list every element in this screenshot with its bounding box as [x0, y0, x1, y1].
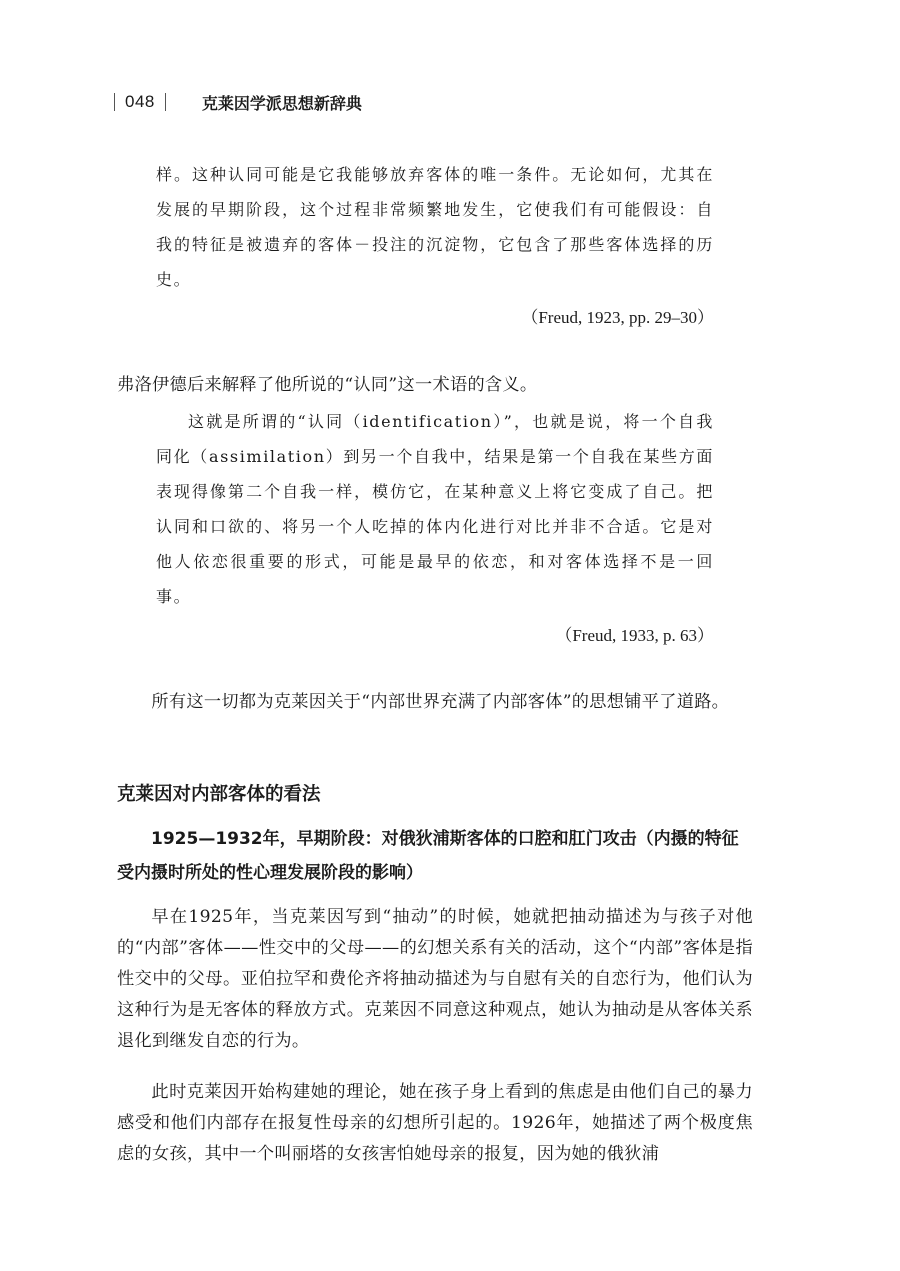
- block-quote-2-text: 这就是所谓的“认同（identification）”，也就是说，将一个自我同化（assimilation）到另一个自我中，结果是第一个自我在某些方面表现得像第二个自我一样，模仿它，在某种意义上将它变成了自己。把认同和口欲的、将另一个人吃掉的体内化进行对比并非不合适。它是对他人依恋很重要的形式，可能是最早的依恋，和对客体选择不是一回事。: [156, 412, 714, 606]
- header-rule-right: [165, 93, 166, 111]
- block-quote-1-text: 样。这种认同可能是它我能够放弃客体的唯一条件。无论如何，尤其在发展的早期阶段，这个过程非常频繁地发生，它使我们有可能假设：自我的特征是被遗弃的客体－投注的沉淀物，它包含了那些客体选择的历史。: [156, 165, 714, 289]
- section-title: 克莱因对内部客体的看法: [117, 784, 321, 805]
- book-title: 克莱因学派思想新辞典: [201, 93, 362, 113]
- paragraph-1: 所有这一切都为克莱因关于“内部世界充满了内部客体”的思想铺平了道路。: [151, 692, 730, 712]
- citation-1: （Freud, 1923, pp. 29–30）: [521, 308, 714, 327]
- paragraph-3: 此时克莱因开始构建她的理论，她在孩子身上看到的焦虑是由他们自己的暴力感受和他们内部存在报复性母亲的幻想所引起的。1926年，她描述了两个极度焦虑的女孩，其中一个叫丽塔的女孩害怕她母亲的报复，因为她的俄狄浦: [117, 1082, 753, 1164]
- block-quote-2: [156, 404, 714, 614]
- citation-2: （Freud, 1933, p. 63）: [555, 626, 714, 645]
- intro-line: 弗洛伊德后来解释了他所说的“认同”这一术语的含义。: [117, 375, 538, 395]
- block-quote-1: [156, 157, 714, 297]
- header-rule-left: [114, 93, 115, 111]
- running-header: [114, 88, 362, 116]
- subsection-title: 1925—1932年，早期阶段：对俄狄浦斯客体的口腔和肛门攻击（内摄的特征受内摄时所处的性心理发展阶段的影响）: [117, 829, 739, 883]
- paragraph-2: 早在1925年，当克莱因写到“抽动”的时候，她就把抽动描述为与孩子对他的“内部”客体——性交中的父母——的幻想关系有关的活动，这个“内部”客体是指性交中的父母。亚伯拉罕和费伦齐将抽动描述为与自慰有关的自恋行为，他们认为这种行为是无客体的释放方式。克莱因不同意这种观点，她认为抽动是从客体关系退化到继发自恋的行为。: [117, 907, 753, 1051]
- page-number: 048: [125, 92, 155, 111]
